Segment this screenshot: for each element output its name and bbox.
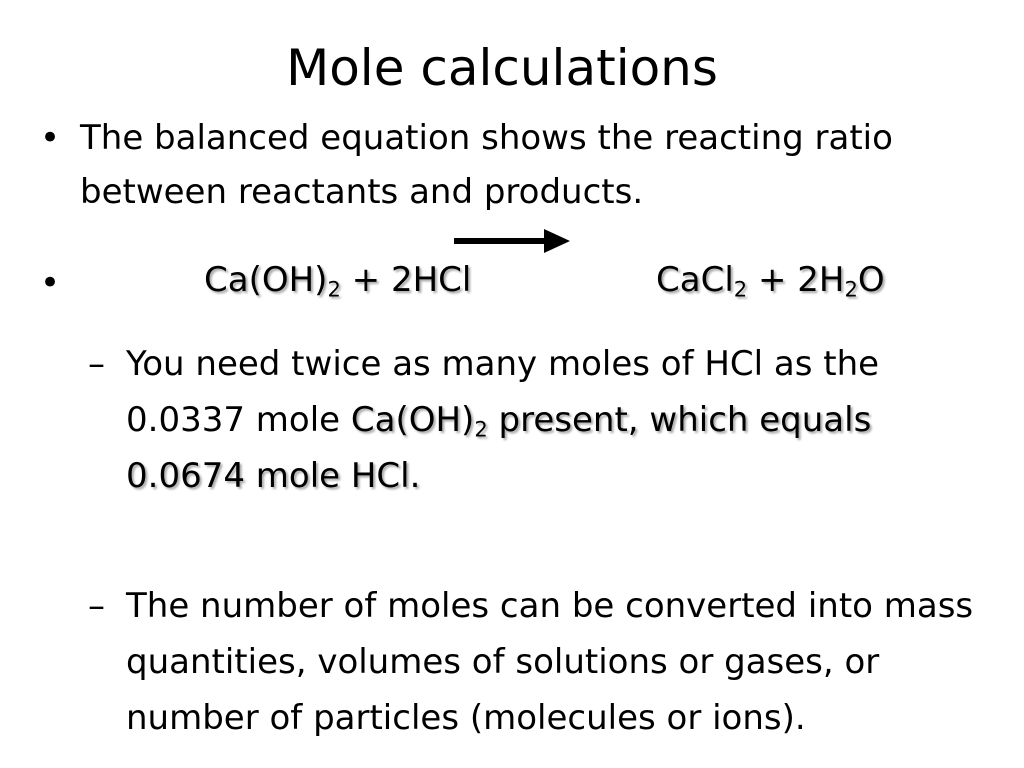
equation-reactants (204, 256, 471, 304)
product-water: + 2H (747, 260, 845, 300)
bullet-mark: • (40, 263, 61, 303)
formula-rest-text: present, which equals 0.0674 mole HCl. (126, 400, 872, 496)
sub-bullet-text: You need twice as many moles of HCl as the 0.0337 mole (126, 344, 880, 440)
product-water-o: O (857, 260, 885, 300)
bullet-balanced-equation (40, 111, 980, 219)
subscript: 2 (844, 276, 858, 302)
reactant-calcium-hydroxide: Ca(OH) (204, 260, 328, 300)
subscript: 2 (327, 276, 341, 302)
dash-mark: – (88, 586, 105, 626)
bullet-mark: • (40, 118, 61, 158)
slide-title: Mole calculations (286, 39, 718, 97)
subscript: 2 (733, 276, 748, 302)
sub-bullet-convert-moles (88, 578, 1006, 746)
reaction-arrow-icon (454, 226, 572, 256)
sub-bullet-twice-moles (88, 336, 946, 504)
formula-text: Ca(OH) (350, 400, 475, 440)
dash-mark: – (88, 344, 105, 384)
product-calcium-chloride: CaCl (656, 260, 734, 300)
sub-bullet-text: The number of moles can be converted into mass quantities, volumes of solutions or gases, or number of particles (molecules or ions). (126, 586, 974, 738)
equation-products (656, 256, 885, 304)
bullet-text: The balanced equation shows the reacting ratio between reactants and products. (80, 118, 893, 212)
subscript: 2 (474, 416, 488, 442)
reactant-hcl: + 2HCl (340, 260, 472, 300)
